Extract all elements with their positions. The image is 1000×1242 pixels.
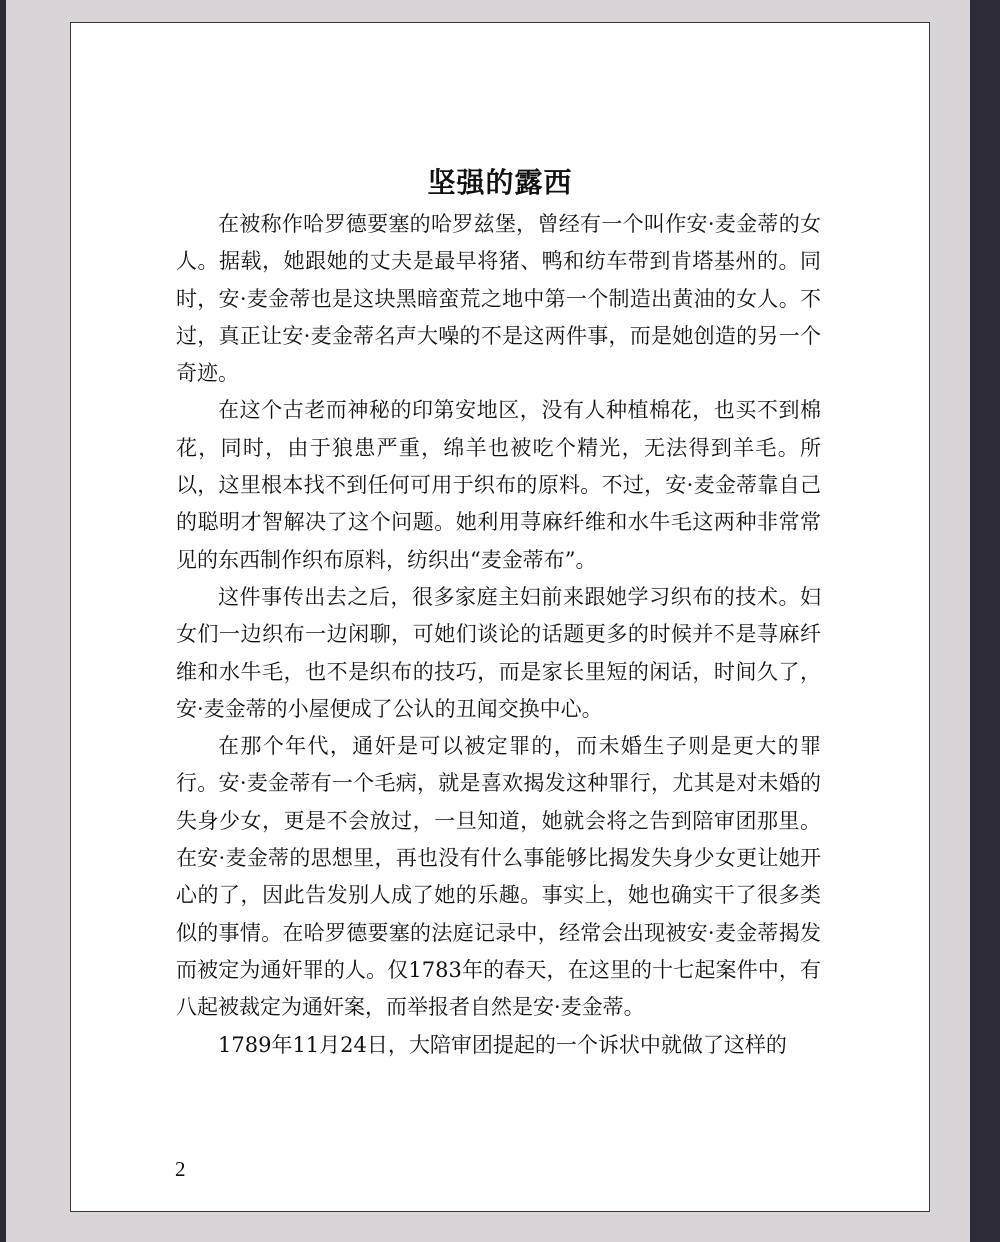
left-frame-edge (0, 0, 6, 1242)
page-body (176, 206, 821, 1064)
paragraph-2: 在这个古老而神秘的印第安地区，没有人种植棉花，也买不到棉花，同时，由于狼患严重，绵羊也被吃个精光，无法得到羊毛。所以，这里根本找不到任何可用于织布的原料。不过，安·麦金蒂靠自己的聪明才智解决了这个问题。她利用荨麻纤维和水牛毛这两种非常常见的东西制作织布原料，纺织出“麦金蒂布”。 (176, 398, 821, 572)
page-number: 2 (175, 1157, 186, 1181)
paragraph-1: 在被称作哈罗德要塞的哈罗兹堡，曾经有一个叫作安·麦金蒂的女人。据载，她跟她的丈夫是最早将猪、鸭和纺车带到肯塔基州的。同时，安·麦金蒂也是这块黑暗蛮荒之地中第一个制造出黄油的女人。不过，真正让安·麦金蒂名声大噪的不是这两件事，而是她创造的另一个奇迹。 (176, 212, 821, 386)
paragraph-4: 在那个年代，通奸是可以被定罪的，而未婚生子则是更大的罪行。安·麦金蒂有一个毛病，就是喜欢揭发这种罪行，尤其是对未婚的失身少女，更是不会放过，一旦知道，她就会将之告到陪审团那里。在安·麦金蒂的思想里，再也没有什么事能够比揭发失身少女更让她开心的了，因此告发别人成了她的乐趣。事实上，她也确实干了很多类似的事情。在哈罗德要塞的法庭记录中，经常会出现被安·麦金蒂揭发而被定为通奸罪的人。仅1783年的春天，在这里的十七起案件中，有八起被裁定为通奸案，而举报者自然是安·麦金蒂。 (176, 734, 821, 1020)
paragraph-3: 这件事传出去之后，很多家庭主妇前来跟她学习织布的技术。妇女们一边织布一边闲聊，可她们谈论的话题更多的时候并不是荨麻纤维和水牛毛，也不是织布的技巧，而是家长里短的闲话，时间久了，安·麦金蒂的小屋便成了公认的丑闻交换中心。 (176, 584, 821, 721)
right-frame-edge (970, 0, 1000, 1242)
document-page (70, 22, 930, 1212)
chapter-title: 坚强的露西 (427, 166, 573, 199)
paragraph-5: 1789年11月24日，大陪审团提起的一个诉状中就做了这样的 (218, 1032, 787, 1057)
